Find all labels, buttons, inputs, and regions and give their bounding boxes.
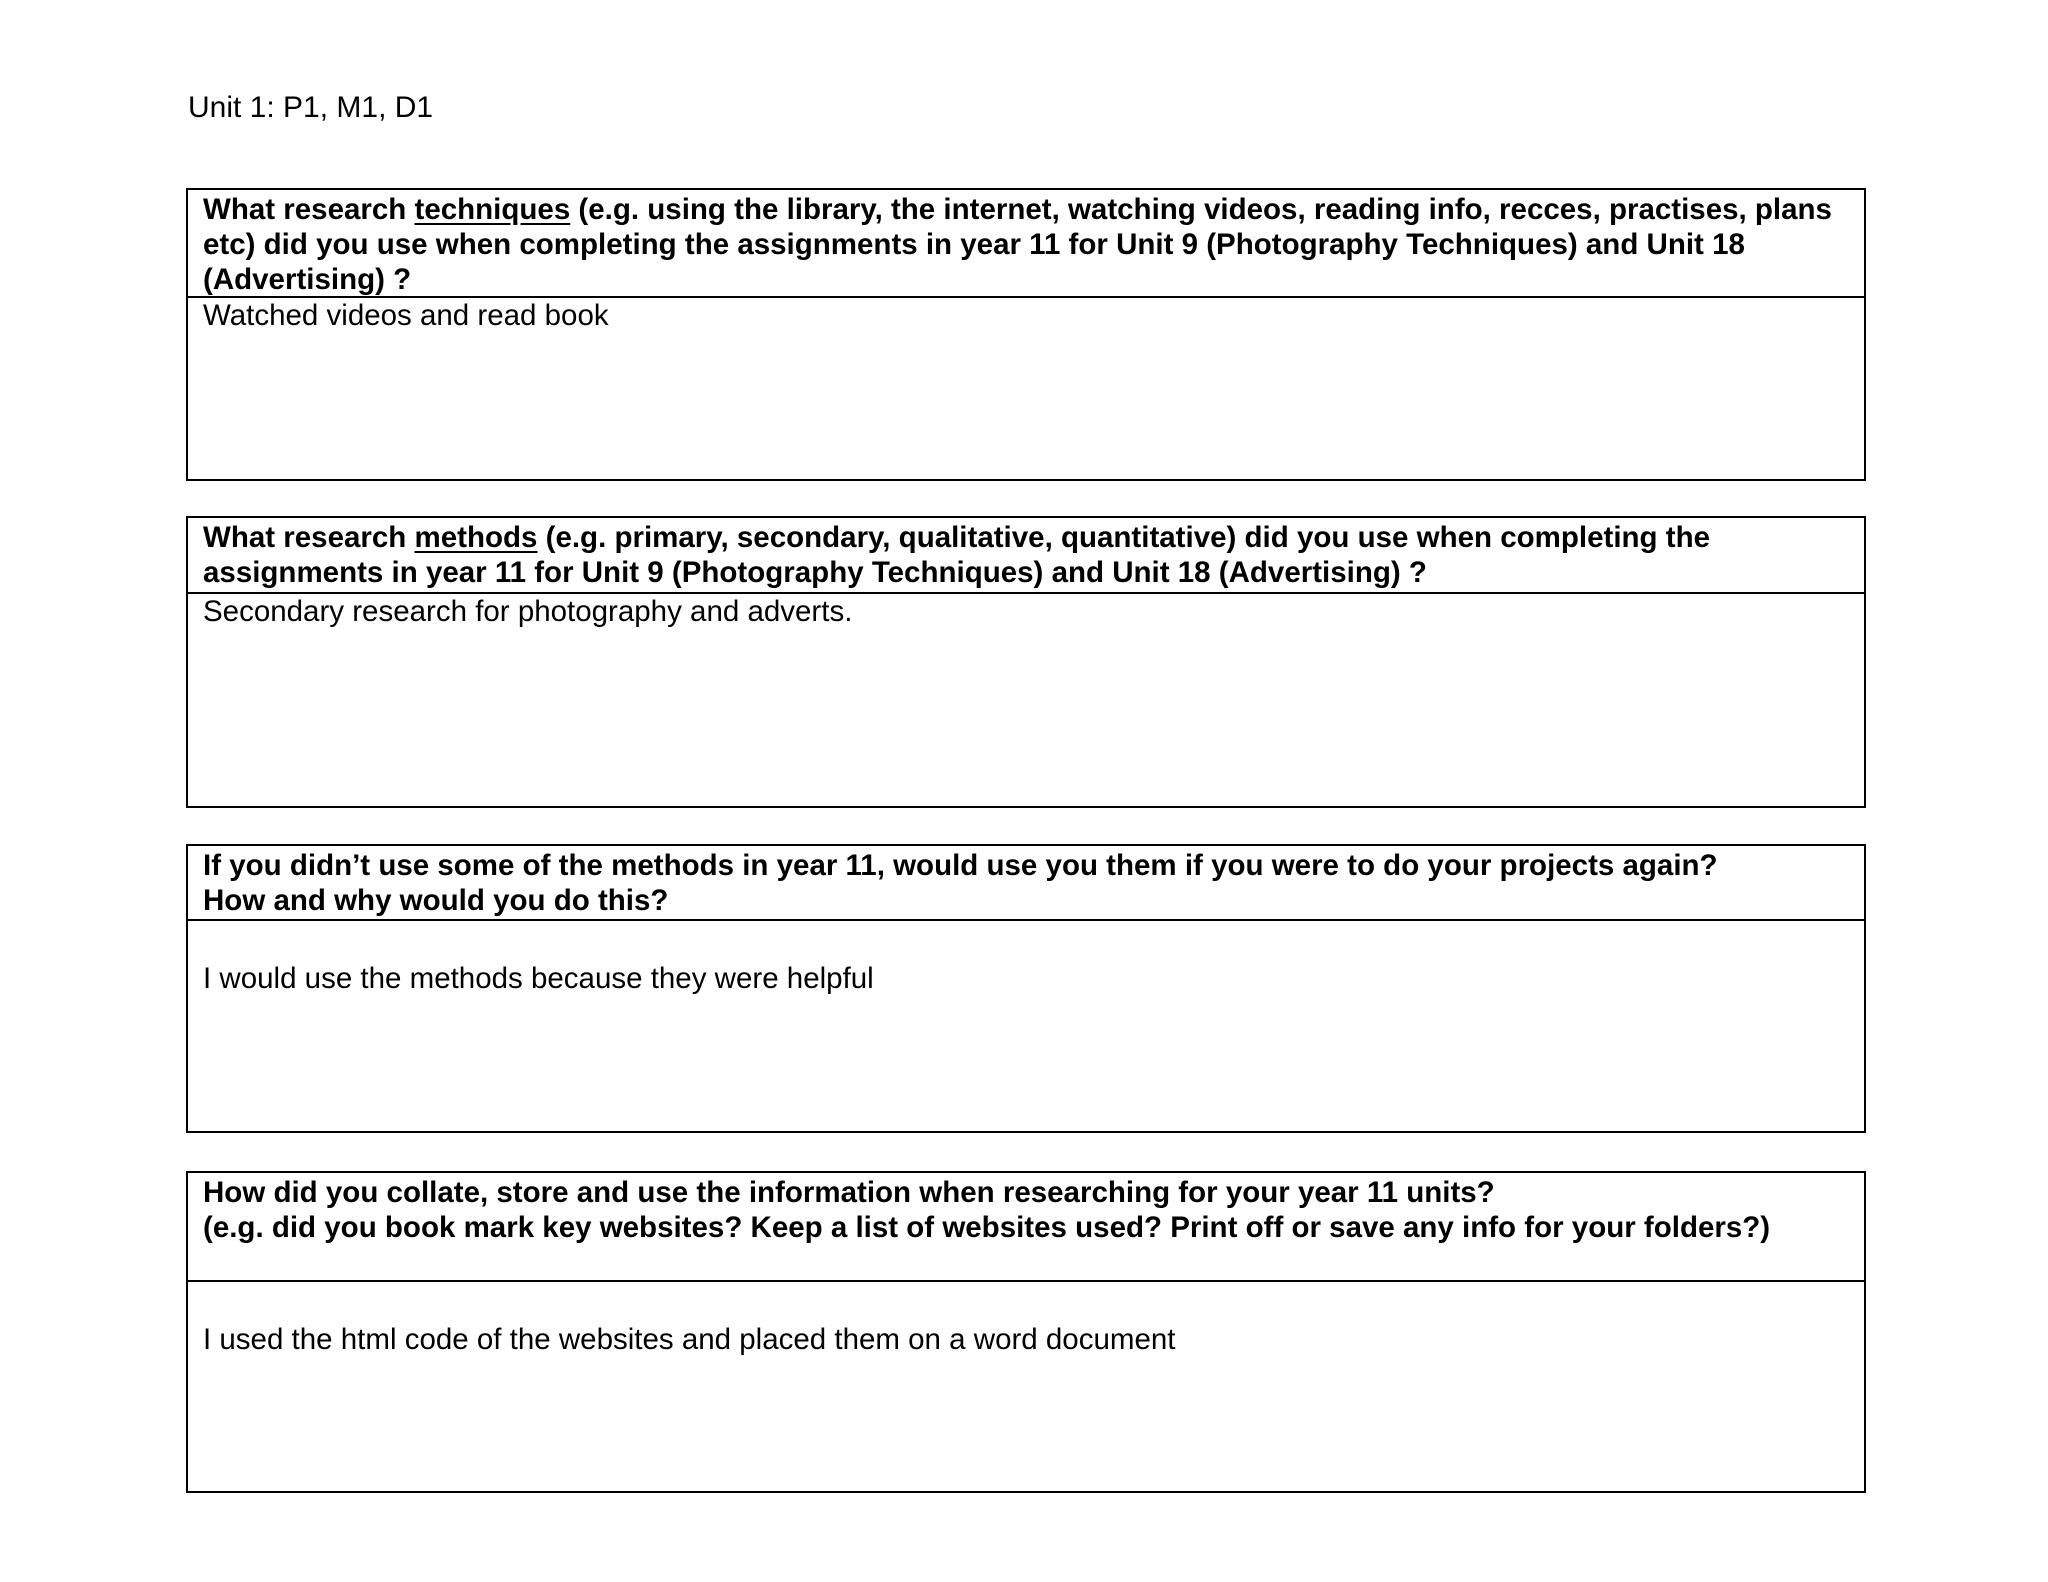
answer-reuse-methods[interactable]: I would use the methods because they were helpful [203, 962, 874, 995]
question-text-end: (e.g. primary, secondary, qualitative, quantitative) did you use when completing the assignments in year 11 for Unit 9 (Photography Techniques) and Unit 18 (Advertising) ? [203, 521, 1711, 589]
answer-methods[interactable]: Secondary research for photography and adverts. [203, 595, 853, 628]
answer-collate-info[interactable]: I used the html code of the websites and placed them on a word document [203, 1323, 1176, 1356]
question-collate-info [188, 1173, 1864, 1282]
question-box-techniques [186, 188, 1866, 481]
question-box-collate-info [186, 1171, 1866, 1493]
answer-techniques[interactable]: Watched videos and read book [203, 299, 609, 332]
question-keyword: techniques [414, 193, 571, 226]
question-box-reuse-methods [186, 844, 1866, 1133]
question-line-1: If you didn’t use some of the methods in year 11, would use you them if you were to do your projects again? [203, 849, 1718, 882]
question-line-2: (e.g. did you book mark key websites? Keep a list of websites used? Print off or save any info for your folders?) [203, 1211, 1771, 1244]
page-header: Unit 1: P1, M1, D1 [188, 91, 434, 124]
question-keyword: methods [414, 521, 538, 554]
question-text-start: What research [203, 521, 415, 554]
question-text-start: What research [203, 193, 415, 226]
question-techniques [188, 190, 1864, 298]
question-methods [188, 518, 1864, 594]
question-line-1: How did you collate, store and use the information when researching for your year 11 units? [203, 1176, 1495, 1209]
question-line-2: How and why would you do this? [203, 884, 669, 917]
question-box-methods [186, 516, 1866, 808]
question-text-end: (e.g. using the library, the internet, watching videos, reading info, recces, practises, plans etc) did you use when completing the assignments in year 11 for Unit 9 (Photography Techniques) and Unit 18 (Advertising) ? [203, 193, 1832, 296]
question-reuse-methods [188, 846, 1864, 921]
